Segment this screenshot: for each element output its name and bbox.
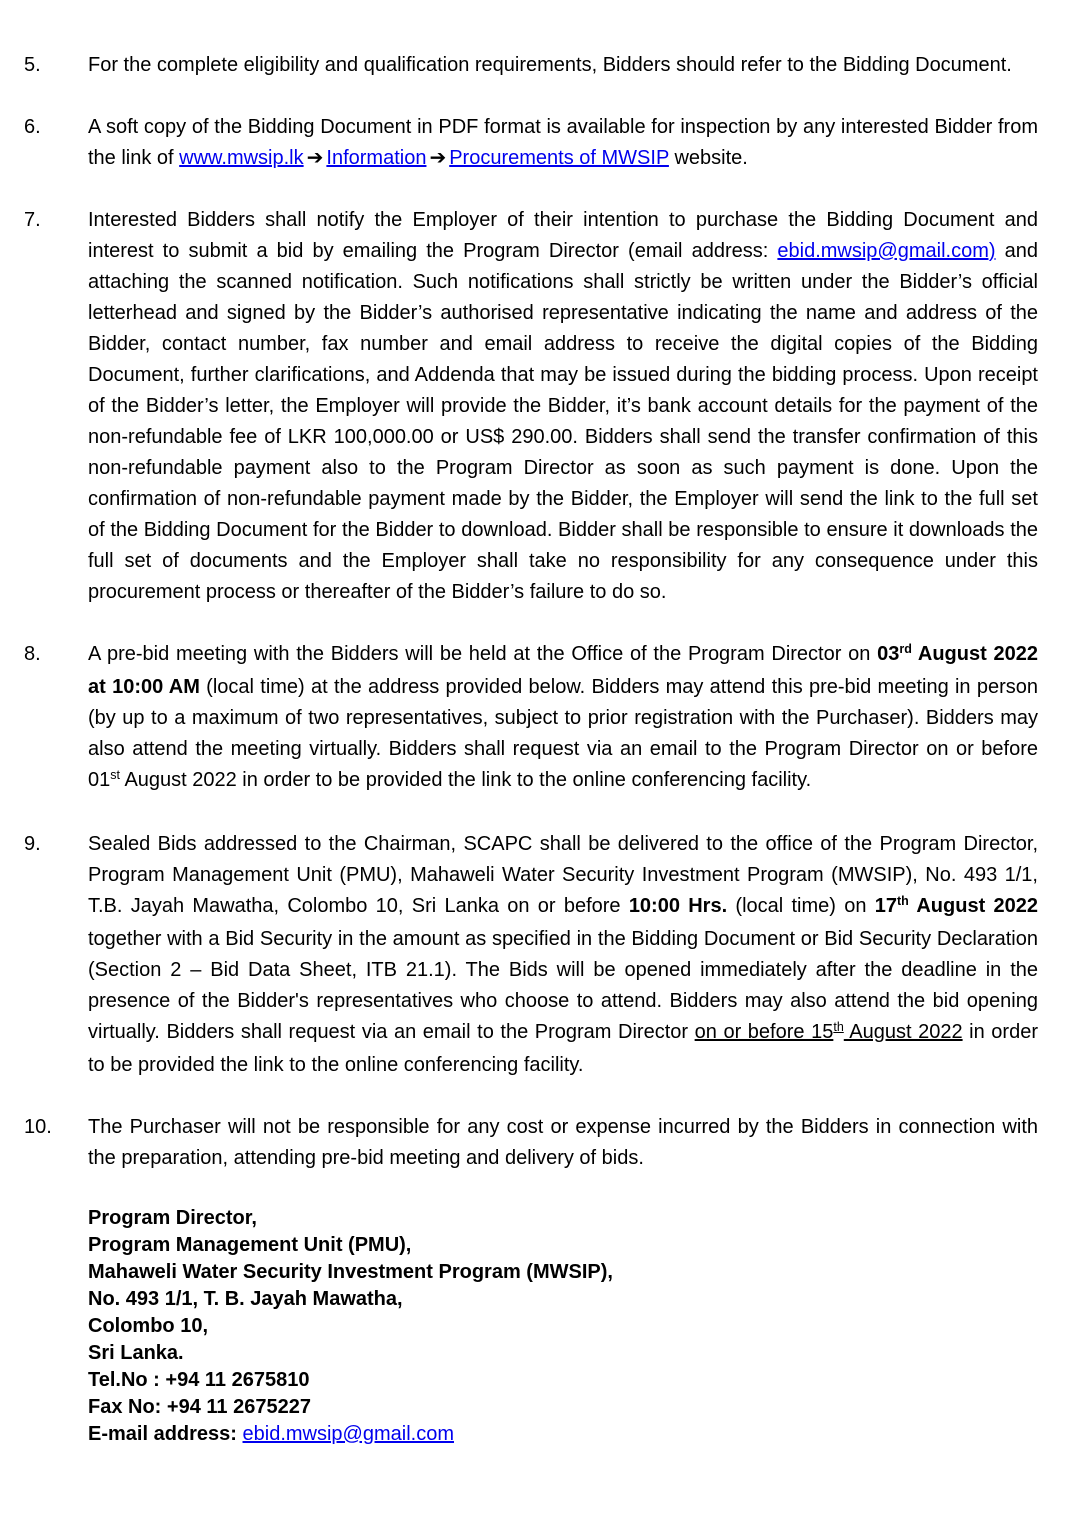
contact-line: [88, 1313, 1038, 1340]
contact-line: [88, 1286, 1038, 1313]
text-run: in order to be provided the link to the online conferencing facility.: [88, 1021, 1038, 1076]
text-run: August 2022: [908, 895, 1038, 917]
contact-line: [88, 1367, 1038, 1394]
contact-block: [88, 1205, 1038, 1448]
text-run: Colombo 10,: [88, 1315, 209, 1337]
text-run: E-mail address:: [88, 1423, 243, 1445]
item-number: 6.: [24, 116, 41, 138]
text-run: Fax No: +94 11 2675227: [88, 1396, 311, 1418]
text-run: Tel.No : +94 11 2675810: [88, 1369, 310, 1391]
text-run: August 2022 in order to be provided the link to the online conferencing facility.: [119, 769, 812, 791]
numbered-item-list: [24, 50, 1038, 1174]
text-run: 03: [877, 643, 900, 665]
text-run: Program Management Unit (PMU),: [88, 1234, 412, 1256]
item-paragraph: [88, 50, 1038, 81]
item-paragraph: [88, 829, 1038, 1081]
text-run: A soft copy of the Bidding Document in PDF format is available for inspection by any interested Bidder from the link of: [88, 116, 1038, 169]
text-run: The Purchaser will not be responsible for any cost or expense incurred by the Bidders in connection with the preparation, attending pre-bid meeting and delivery of bids.: [88, 1116, 1038, 1169]
text-run: th: [897, 894, 909, 908]
text-run: and attaching the scanned notification. Such notifications shall strictly be written under the Bidder’s official letterhead and signed by the Bidder’s authorised representative indicating the name and address of the Bidder, contact number, fax number and email address to receive the digital copies of the Bidding Document, further clarifications, and Addenda that may be issued during the bidding process. Upon receipt of the Bidder’s letter, the Employer will provide the Bidder, it’s bank account details for the payment of the non-refundable fee of LKR 100,000.00 or US$ 290.00. Bidders shall send the transfer confirmation of this non-refundable payment also to the Program Director as soon as such payment is done. Upon the confirmation of non-refundable payment made by the Bidder, the Employer will send the link to the full set of the Bidding Document for the Bidder to download. Bidder shall be responsible to ensure it downloads the full set of documents and the Employer shall take no responsibility for any consequence under this procurement process or thereafter of the Bidder’s failure to do so.: [88, 240, 1038, 603]
text-run: For the complete eligibility and qualification requirements, Bidders should refer to the Bidding Document.: [88, 54, 1012, 76]
text-run: th: [833, 1020, 844, 1034]
item-number: 5.: [24, 54, 41, 76]
text-run: 17: [874, 895, 897, 917]
right-arrow-icon: ➔: [429, 147, 447, 169]
link[interactable]: www.mwsip.lk: [179, 147, 304, 169]
text-run: August 2022: [843, 1021, 963, 1043]
numbered-item: [24, 205, 1038, 608]
item-number: 7.: [24, 209, 41, 231]
text-run: 10:00 Hrs.: [628, 895, 728, 917]
text-run: Sri Lanka.: [88, 1342, 184, 1364]
item-paragraph: [88, 639, 1038, 798]
contact-line: [88, 1394, 1038, 1421]
text-run: on or before 15: [694, 1021, 834, 1043]
numbered-item: [24, 112, 1038, 174]
link[interactable]: Procurements of MWSIP: [449, 147, 669, 169]
item-number: 8.: [24, 643, 41, 665]
contact-line: [88, 1340, 1038, 1367]
text-run: A pre-bid meeting with the Bidders will be held at the Office of the Program Director on: [88, 643, 878, 665]
numbered-item: [24, 829, 1038, 1081]
item-paragraph: [88, 112, 1038, 174]
text-run: August 2022 at 10:00 AM: [88, 643, 1038, 698]
text-run: (local time) at the address provided below. Bidders may attend this pre-bid meeting in person (by up to a maximum of two representatives, subject to prior registration with the Purchaser). Bidders may also attend the meeting virtually. Bidders shall request via an email to the Program Director on or before 01: [88, 676, 1038, 791]
contact-line: [88, 1205, 1038, 1232]
text-run: together with a Bid Security in the amount as specified in the Bidding Document or Bid Security Declaration (Section 2 – Bid Data Sheet, ITB 21.1). The Bids will be opened immediately after the deadline in the presence of the Bidder's representatives who choose to attend. Bidders may also attend the bid opening virtually. Bidders shall request via an email to the Program Director: [88, 928, 1038, 1043]
text-run: Sealed Bids addressed to the Chairman, SCAPC shall be delivered to the office of the Program Director, Program Management Unit (PMU), Mahaweli Water Security Investment Program (MWSIP), No. 493 1/1, T.B. Jayah Mawatha, Colombo 10, Sri Lanka on or before: [88, 833, 1038, 917]
text-run: No. 493 1/1, T. B. Jayah Mawatha,: [88, 1288, 403, 1310]
link[interactable]: ebid.mwsip@gmail.com: [242, 1423, 454, 1445]
text-run: Interested Bidders shall notify the Employer of their intention to purchase the Bidding Document and interest to submit a bid by emailing the Program Director (email address:: [88, 209, 1038, 262]
contact-line: [88, 1421, 1038, 1448]
item-paragraph: [88, 205, 1038, 608]
contact-line: [88, 1232, 1038, 1259]
text-run: Program Director,: [88, 1207, 257, 1229]
item-number: 9.: [24, 833, 41, 855]
text-run: rd: [899, 642, 912, 656]
text-run: (local time) on: [727, 895, 875, 917]
item-number: 10.: [24, 1116, 52, 1138]
text-run: st: [110, 768, 120, 782]
link[interactable]: Information: [326, 147, 427, 169]
right-arrow-icon: ➔: [306, 147, 324, 169]
text-run: Mahaweli Water Security Investment Program (MWSIP),: [88, 1261, 613, 1283]
numbered-item: [24, 50, 1038, 81]
numbered-item: [24, 639, 1038, 798]
numbered-item: [24, 1112, 1038, 1174]
contact-line: [88, 1259, 1038, 1286]
text-run: website.: [668, 147, 748, 169]
link[interactable]: ebid.mwsip@gmail.com): [777, 240, 996, 262]
item-paragraph: [88, 1112, 1038, 1174]
